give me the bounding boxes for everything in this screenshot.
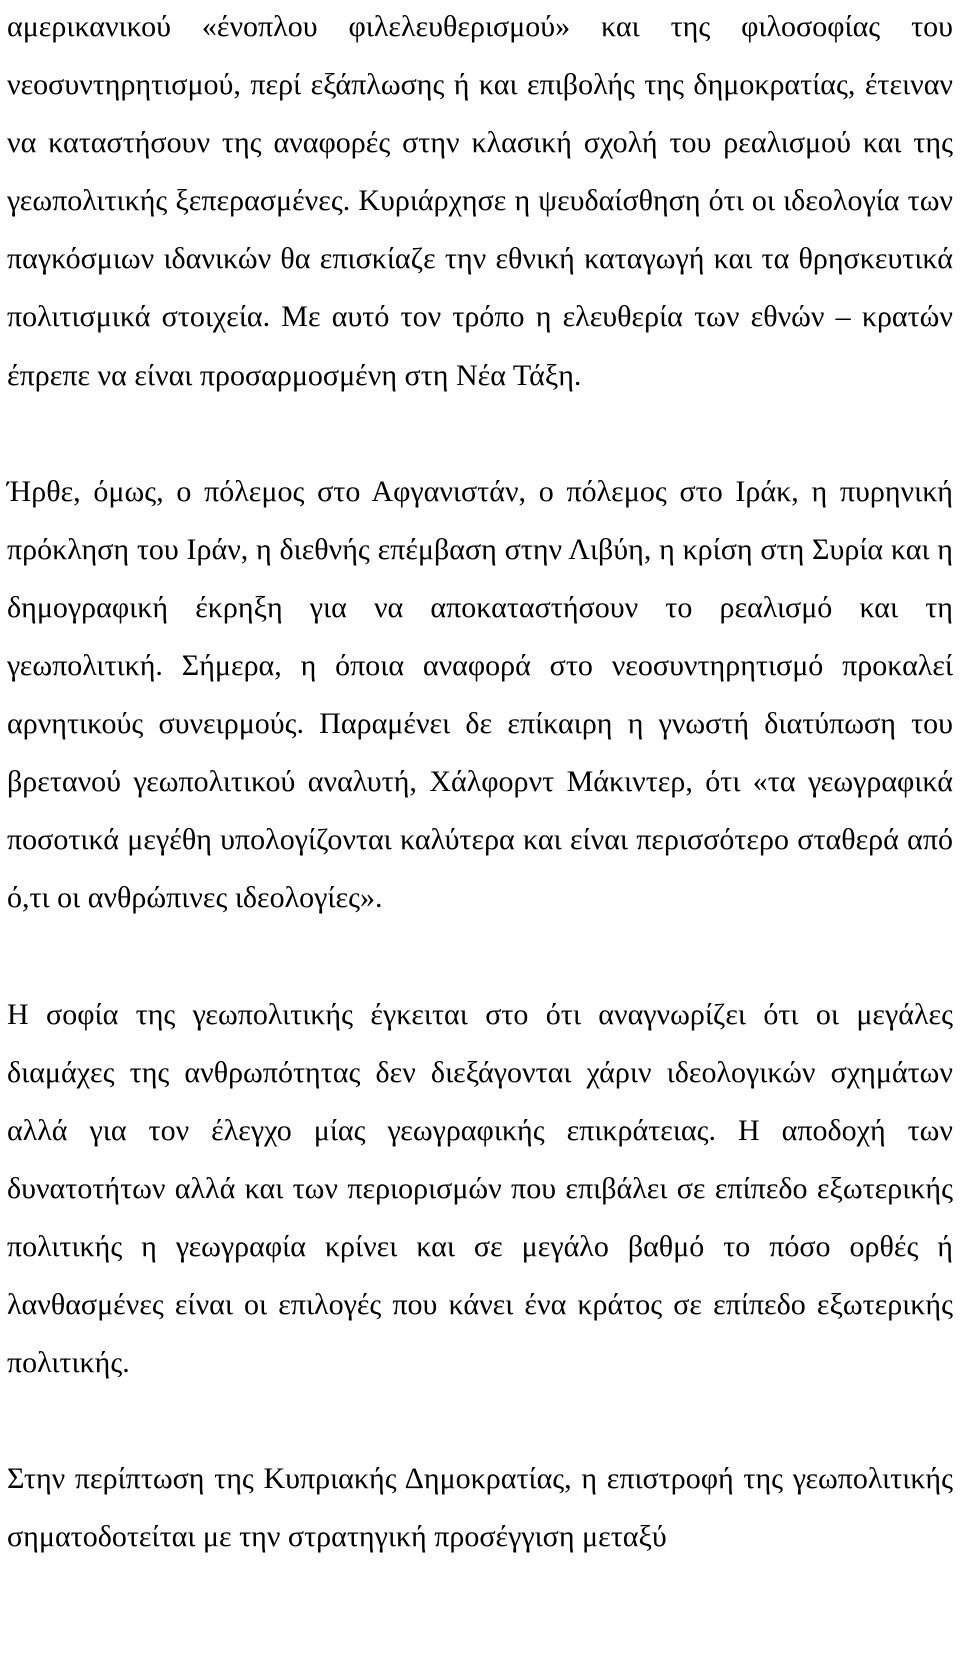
paragraph-wisdom-of-geopolitics: Η σοφία της γεωπολιτικής έγκειται στο ότι αναγνωρίζει ότι οι μεγάλες διαμάχες της ανθρωπότητας δεν διεξάγονται χάριν ιδεολογικών σχημάτων αλλά για τον έλεγχο μίας γεωγραφικής επικράτειας. Η αποδοχή των δυνατοτήτων αλλά και των περιορισμών που επιβάλει σε επίπεδο εξωτερικής πολιτικής η γεωγραφία κρίνει και σε μεγάλο βαθμό το πόσο ορθές ή λανθασμένες είναι οι επιλογές που κάνει ένα κράτος σε επίπεδο εξωτερικής πολιτικής. [7,997,953,1380]
paragraph-spacer [7,928,953,986]
document-page [7,0,953,1567]
paragraph-neoconservatism: αμερικανικού «ένοπλου φιλελευθερισμού» και της φιλοσοφίας του νεοσυντηρητισμού, περί εξάπλωσης ή και επιβολής της δημοκρατίας, έτειναν να καταστήσουν της αναφορές στην κλασική σχολή του ρεαλισμού και της γεωπολιτικής ξεπερασμένες. Κυριάρχησε η ψευδαίσθηση ότι οι ιδεολογία των παγκόσμιων ιδανικών θα επισκίαζε την εθνική καταγωγή και τα θρησκευτικά πολιτισμικά στοιχεία. Με αυτό τον τρόπο η ελευθερία των εθνών – κρατών έπρεπε να είναι προσαρμοσμένη στη Νέα Τάξη. [7,10,953,392]
paragraph-spacer [7,1392,953,1450]
paragraph-cyprus-case: Στην περίπτωση της Κυπριακής Δημοκρατίας, η επιστροφή της γεωπολιτικής σηματοδοτείται με την στρατηγική προσέγγιση μεταξύ [7,1462,953,1554]
paragraph-return-of-realism: Ήρθε, όμως, ο πόλεμος στο Αφγανιστάν, ο πόλεμος στο Ιράκ, η πυρηνική πρόκληση του Ιράν, η διεθνής επέμβαση στην Λιβύη, η κρίση στη Συρία και η δημογραφική έκρηξη για να αποκαταστήσουν το ρεαλισμό και τη γεωπολιτική. Σήμερα, η όποια αναφορά στο νεοσυντηρητισμό προκαλεί αρνητικούς συνειρμούς. Παραμένει δε επίκαιρη η γνωστή διατύπωση του βρετανού γεωπολιτικού αναλυτή, Χάλφορντ Μάκιντερ, ότι «τα γεωγραφικά ποσοτικά μεγέθη υπολογίζονται καλύτερα και είναι περισσότερο σταθερά από ό,τι οι ανθρώπινες ιδεολογίες». [7,474,953,915]
paragraph-spacer [7,405,953,463]
